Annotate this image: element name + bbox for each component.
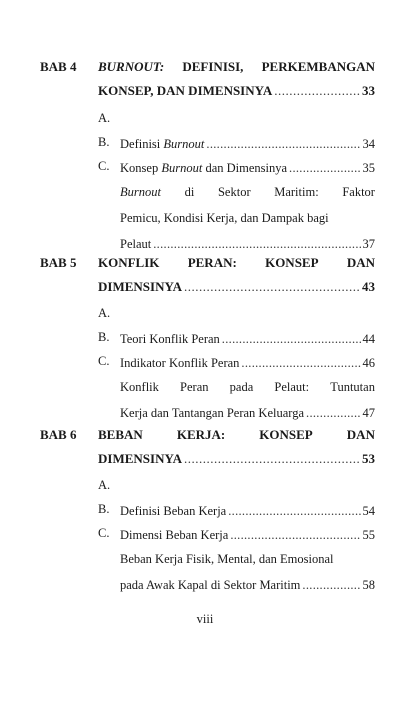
entry-letter: B. (98, 135, 110, 149)
entry-line-2: Kerja dan Tantangan Peran Keluarga (120, 406, 305, 420)
title-line-2: DIMENSINYA (98, 279, 183, 294)
entry-italic: Burnout (161, 161, 203, 175)
dot-leader (302, 572, 360, 598)
dot-leader (184, 448, 360, 470)
entry-text: dan Dimensinya (202, 161, 288, 175)
chapter-label: BAB 6 (40, 427, 77, 442)
chapter-label: BAB 4 (40, 59, 77, 74)
entry-letter: B. (98, 330, 110, 344)
entry-line-2: Pemicu, Kondisi Kerja, dan Dampak bagi (120, 211, 329, 225)
entry-line-2: pada Awak Kapal di Sektor Maritim (120, 578, 301, 592)
entry-page: 44 (362, 332, 375, 346)
title-word: PERKEMBANGAN (261, 59, 375, 74)
dot-leader (306, 400, 360, 426)
toc-entry-5c[interactable] (98, 348, 375, 420)
entry-text: Teori Konflik Peran (120, 332, 220, 346)
toc-entry-4b[interactable] (98, 129, 375, 175)
title-word: KONSEP (265, 255, 319, 270)
entry-word: Maritim: (274, 185, 319, 199)
chapter-page: 53 (362, 451, 375, 466)
title-word: KERJA: (176, 427, 226, 442)
title-word: PERAN: (187, 255, 237, 270)
entry-page: 35 (362, 161, 375, 175)
title-word: BURNOUT: (98, 59, 165, 74)
entry-word: di (184, 185, 195, 199)
chapter-label: BAB 5 (40, 255, 77, 270)
entry-line-3: Pelaut (120, 237, 152, 251)
entry-line-1: Beban Kerja Fisik, Mental, dan Emosional (120, 552, 334, 566)
entry-word: Konflik (120, 380, 159, 394)
title-word: BEBAN (98, 427, 143, 442)
entry-page: 37 (362, 237, 375, 251)
entry-text: Definisi (120, 137, 164, 151)
entry-text: Konsep (120, 161, 162, 175)
toc-entry-4a[interactable] (98, 105, 375, 151)
entry-word: Pelaut: (274, 380, 310, 394)
title-line-2: KONSEP, DAN DIMENSINYA (98, 83, 273, 98)
title-word: DAN (346, 427, 375, 442)
entry-word: Sektor (217, 185, 251, 199)
entry-page: 55 (362, 528, 375, 542)
title-word: KONFLIK (98, 255, 160, 270)
entry-page: 47 (362, 406, 375, 420)
toc-entry-4c[interactable] (98, 153, 375, 251)
dot-leader (184, 276, 360, 298)
toc-entry-6a[interactable] (98, 472, 375, 518)
title-word: KONSEP (259, 427, 313, 442)
entry-text: Indikator Konflik Peran (120, 356, 240, 370)
entry-letter: A. (98, 306, 111, 320)
entry-word: Tuntutan (330, 380, 375, 394)
title-word: DAN (346, 255, 375, 270)
toc-entry-6b[interactable] (98, 496, 375, 542)
entry-page: 58 (362, 578, 375, 592)
page-number: viii (196, 612, 214, 626)
chapter-page: 43 (362, 279, 375, 294)
title-line-2: DIMENSINYA (98, 451, 183, 466)
dot-leader (274, 80, 360, 102)
title-word: DEFINISI, (182, 59, 244, 74)
entry-word: Burnout (120, 185, 161, 199)
entry-letter: C. (98, 159, 110, 173)
toc-entry-6c[interactable] (98, 520, 375, 592)
entry-page: 46 (362, 356, 375, 370)
entry-letter: C. (98, 526, 110, 540)
entry-text: Definisi Beban Kerja (120, 504, 227, 518)
entry-page: 34 (362, 137, 375, 151)
entry-word: Faktor (342, 185, 375, 199)
toc-entry-5a[interactable] (98, 300, 375, 346)
entry-page: 54 (362, 504, 375, 518)
toc-entry-5b[interactable] (98, 324, 375, 370)
entry-letter: B. (98, 502, 110, 516)
entry-italic: Burnout (163, 137, 205, 151)
entry-word: pada (229, 380, 254, 394)
entry-text: Dimensi Beban Kerja (120, 528, 229, 542)
entry-letter: A. (98, 111, 111, 125)
entry-letter: C. (98, 354, 110, 368)
chapter-page: 33 (362, 83, 375, 98)
entry-letter: A. (98, 478, 111, 492)
entry-word: Peran (180, 380, 209, 394)
